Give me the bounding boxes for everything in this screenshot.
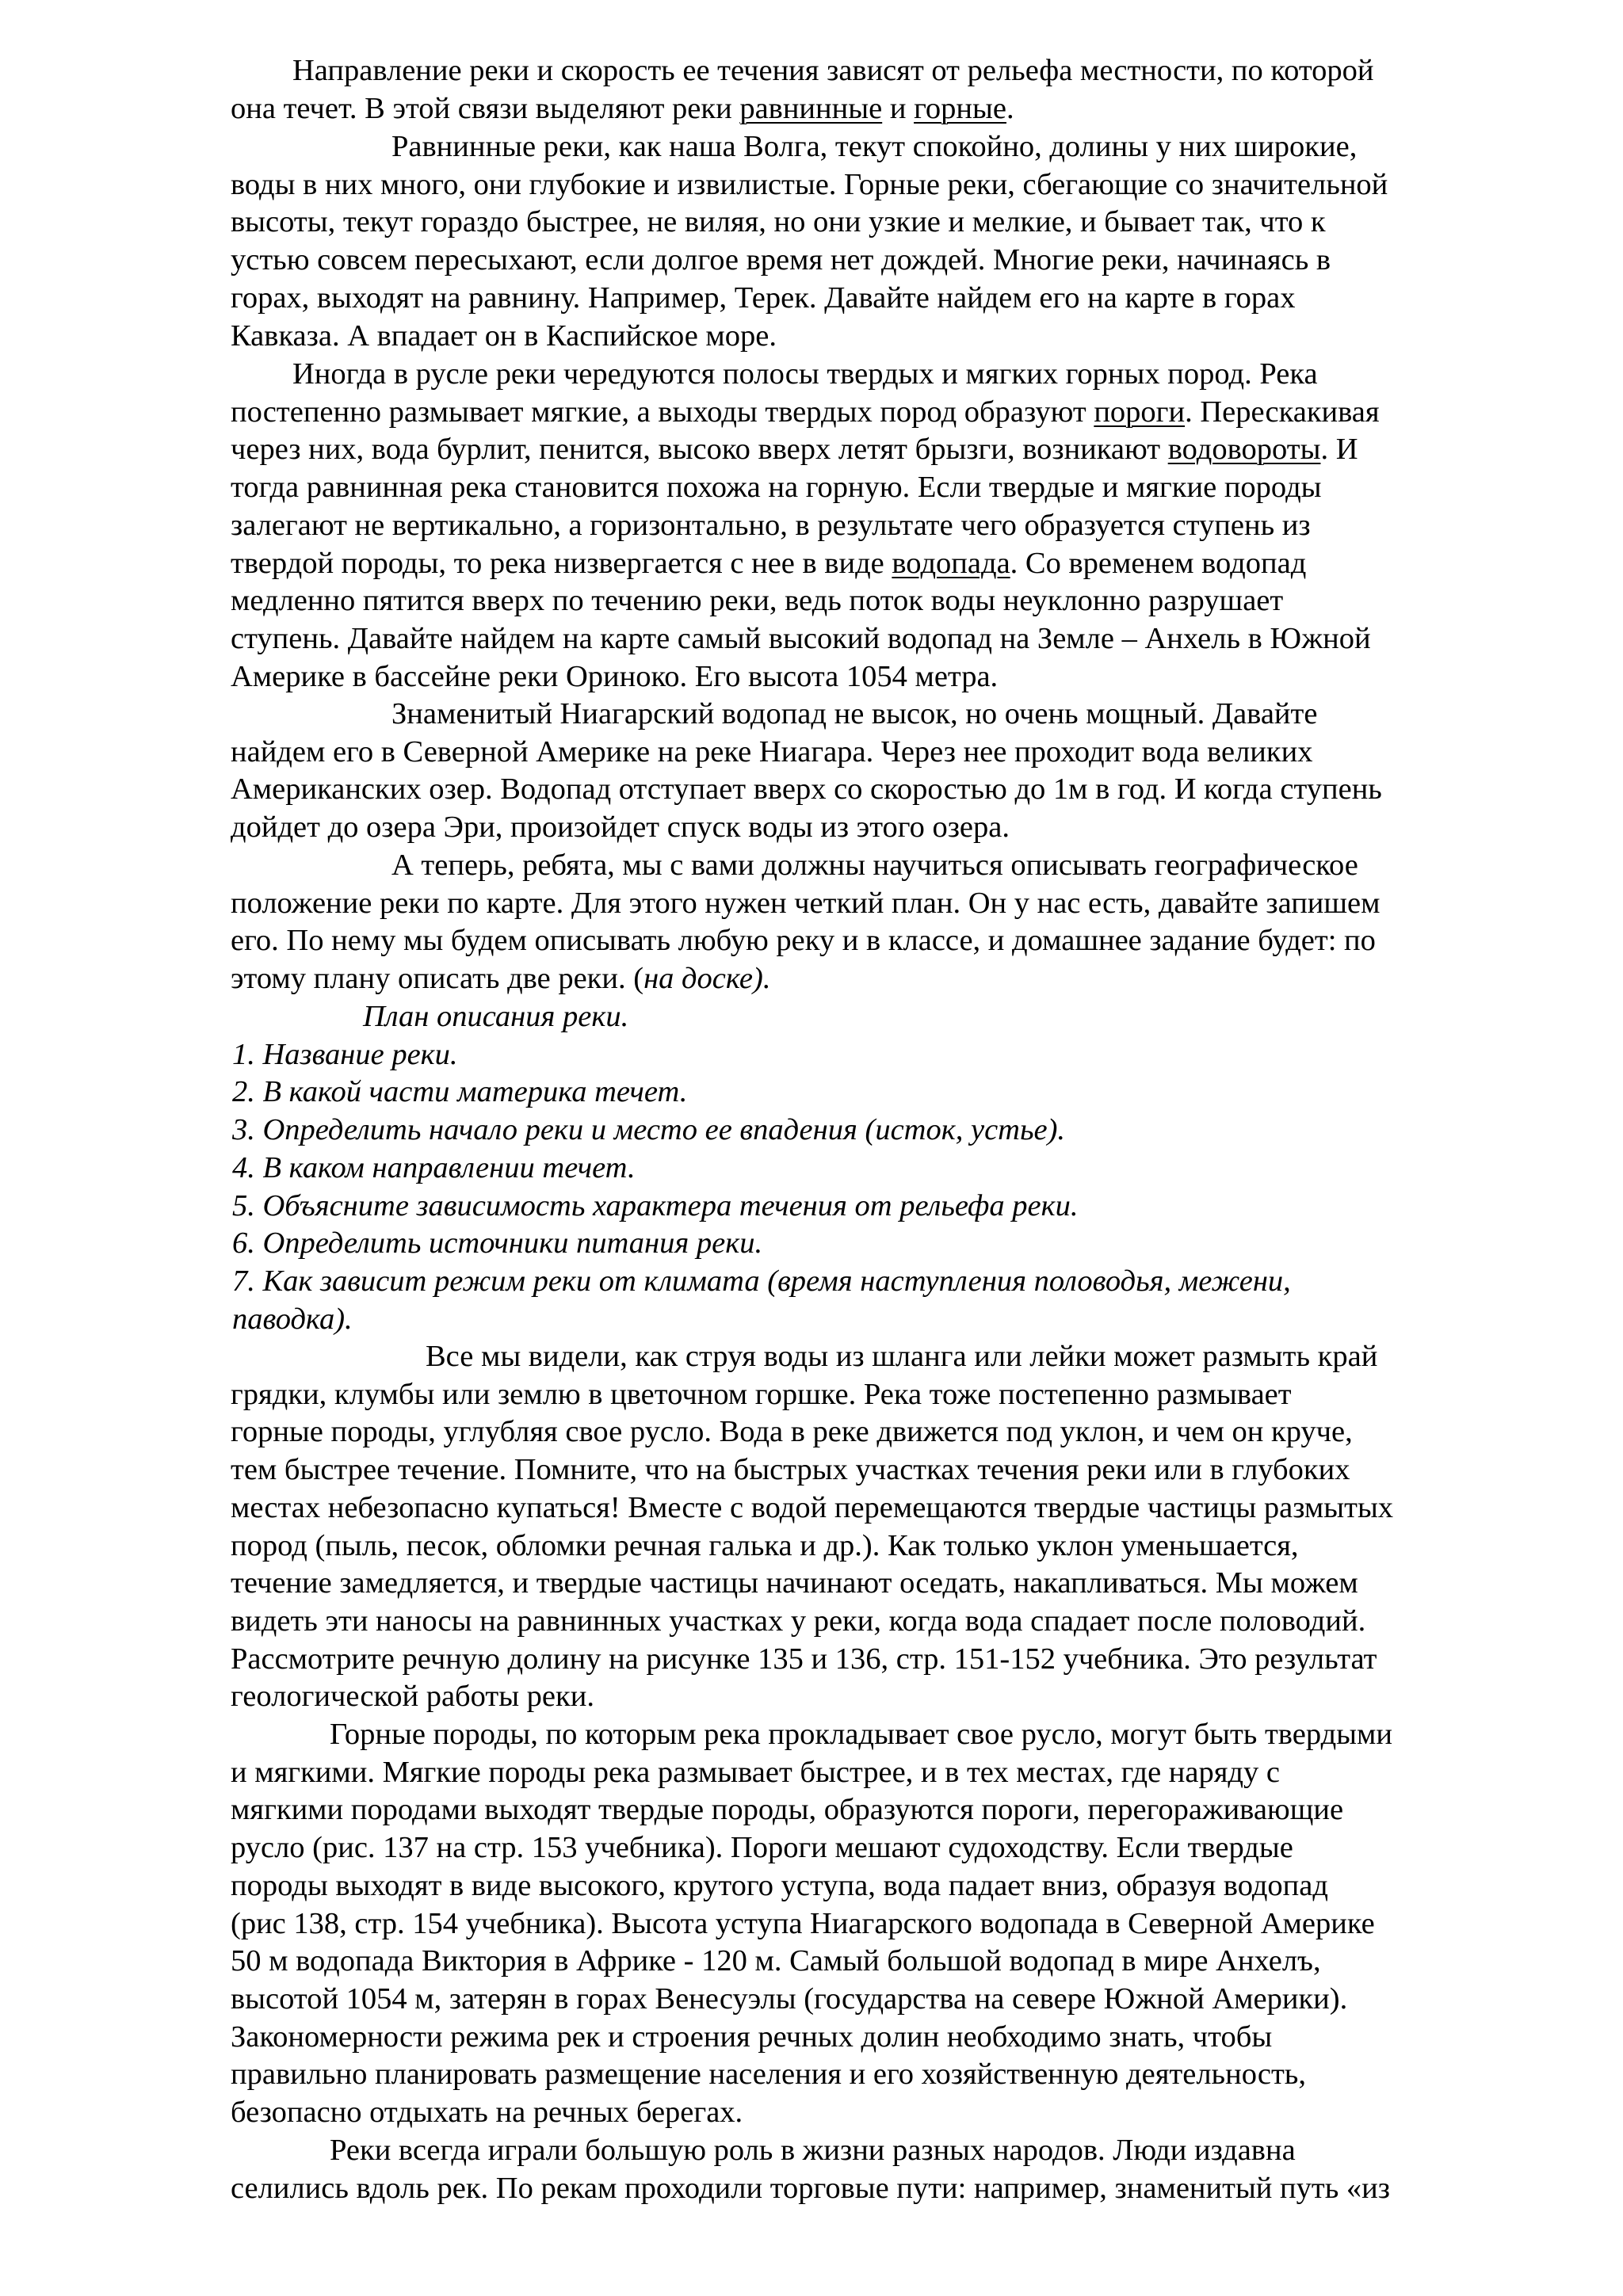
paragraph-rapids-waterfalls [231, 356, 1497, 696]
text-line: пород (пыль, песок, обломки речная галька и др.). Как только уклон уменьшается, [231, 1528, 1299, 1562]
text-run: . Перескакивая [1185, 395, 1380, 429]
text-line: залегают не вертикально, а горизонтально, в результате чего образуется ступень из [231, 508, 1311, 542]
plan-item-continuation: паводка). [232, 1302, 353, 1336]
plan-item: 3. Определить начало реки и место ее впадения (исток, устье). [232, 1113, 1066, 1147]
text-line [231, 431, 1497, 469]
text-line [231, 545, 1497, 583]
text-line: горные породы, углубляя свое русло. Вода в реке движется под уклон, и чем он круче, [231, 1415, 1353, 1449]
text-line: Все мы видели, как струя воды из шланга или лейки может размыть край [426, 1340, 1378, 1373]
text-line: грядки, клумбы или землю в цветочном горшке. Река тоже постепенно размывает [231, 1377, 1292, 1411]
text-line: Реки всегда играли большую роль в жизни разных народов. Люди издавна [330, 2134, 1296, 2167]
text-line: Американских озер. Водопад отступает вверх со скоростью до 1м в год. И когда ступень [231, 772, 1382, 807]
text-line: высотой 1054 м, затерян в горах Венесуэлы (государства на севере Южной Америки). [231, 1981, 1348, 2016]
text-line [231, 90, 1497, 128]
text-line: Равнинные реки, как наша Волга, текут спокойно, долины у них широкие, [391, 130, 1358, 163]
plan-item: 2. В какой части материка течет. [232, 1075, 688, 1109]
plan-item: 4. В каком направлении течет. [232, 1150, 636, 1184]
text-line: видеть эти наносы на равнинных участках у реки, когда вода спадает после половодий. [231, 1604, 1366, 1638]
paragraph-rocks [231, 1716, 1497, 2132]
text-line: (рис 138, стр. 154 учебника). Высота уступа Ниагарского водопада в Северной Америке [231, 1906, 1375, 1940]
text-line: ступень. Давайте найдем на карте самый высокий водопад на Земле – Анхель в Южной [231, 621, 1371, 655]
text-line: течение замедляется, и твердые частицы начинают оседать, накапливаться. Мы можем [231, 1566, 1358, 1600]
paragraph-description-plan-intro [231, 847, 1497, 998]
river-description-plan [232, 998, 1499, 1338]
plan-title: План описания реки. [363, 1000, 629, 1033]
term-rapids: пороги [1094, 395, 1186, 429]
paragraph-niagara [231, 696, 1497, 847]
text-line: тем быстрее течение. Помните, что на быстрых участках течения реки или в глубоких [231, 1453, 1350, 1487]
plan-item: 5. Объясните зависимость характера течения от рельефа реки. [232, 1188, 1079, 1222]
text-line: безопасно отдыхать на речных берегах. [231, 2096, 743, 2130]
text-line: Знаменитый Ниагарский водопад не высок, но очень мощный. Давайте [391, 697, 1318, 730]
plan-item: 7. Как зависит режим реки от климата (время наступления половодья, межени, [232, 1264, 1291, 1298]
text-line: Рассмотрите речную долину на рисунке 135 и 136, стр. 151-152 учебника. Это результат [231, 1642, 1377, 1676]
text-line: А теперь, ребята, мы с вами должны научиться описывать географическое [391, 849, 1358, 882]
text-run: постепенно размывает мягкие, а выходы твердых пород образуют [231, 395, 1094, 429]
text-line: местах небезопасно купаться! Вместе с водой перемещаются твердые частицы размытых [231, 1490, 1394, 1524]
text-line: высоты, текут гораздо быстрее, не виляя, но они узкие и мелкие, и бывает так, что к [231, 205, 1326, 239]
text-line: Закономерности режима рек и строения речных долин необходимо знать, чтобы [231, 2019, 1273, 2054]
text-run: этому плану описать две реки. ( [231, 962, 644, 996]
text-run: . И [1320, 433, 1358, 467]
text-line: и мягкими. Мягкие породы река размывает быстрее, и в тех местах, где наряду с [231, 1755, 1280, 1789]
text-run: твердой породы, то река низвергается с нее в виде [231, 546, 892, 580]
text-line: воды в них много, они глубокие и извилистые. Горные реки, сбегающие со значительной [231, 167, 1388, 201]
plan-item: 6. Определить источники питания реки. [232, 1226, 763, 1261]
text-line: 50 м водопада Виктория в Африке - 120 м. Самый большой водопад в мире Анхелъ, [231, 1944, 1321, 1978]
text-run: . [1006, 91, 1014, 125]
text-line: Иногда в русле реки чередуются полосы твердых и мягких горных пород. Река [292, 357, 1318, 391]
text-line [231, 960, 1497, 998]
paragraph-river-types [231, 52, 1497, 128]
text-line: породы выходят в виде высокого, крутого уступа, вода падает вниз, образуя водопад [231, 1868, 1328, 1902]
text-line: положение реки по карте. Для этого нужен четкий план. Он у нас есть, давайте запишем [231, 886, 1381, 920]
text-line: геологической работы реки. [231, 1680, 594, 1714]
term-waterfall: водопада [892, 546, 1010, 580]
text-run: и [882, 91, 915, 125]
text-line: Кавказа. А впадает он в Каспийское море. [231, 318, 777, 353]
text-line: найдем его в Северной Америке на реке Ниагара. Через нее проходит вода великих [231, 734, 1313, 769]
term-plain-rivers: равнинные [739, 91, 883, 125]
text-line [231, 394, 1497, 432]
paragraph-rivers-in-history [231, 2132, 1497, 2207]
plan-item: 1. Название реки. [232, 1037, 458, 1071]
text-line: Америке в бассейне реки Ориноко. Его высота 1054 метра. [231, 659, 999, 693]
text-line: горах, выходят на равнину. Например, Терек. Давайте найдем его на карте в горах [231, 280, 1296, 315]
text-run-italic: на доске). [643, 962, 771, 996]
paragraph-plain-rivers [231, 128, 1497, 355]
term-mountain-rivers: горные [914, 91, 1006, 125]
text-line: селились вдоль рек. По рекам проходили торговые пути: например, знаменитый путь «из [231, 2171, 1390, 2205]
text-line: его. По нему мы будем описывать любую реку и в классе, и домашнее задание будет: по [231, 924, 1376, 958]
text-line: мягкими породами выходят твердые породы, образуются пороги, перегораживающие [231, 1793, 1344, 1827]
text-line: дойдет до озера Эри, произойдет спуск воды из этого озера. [231, 810, 1010, 845]
text-line: правильно планировать размещение населения и его хозяйственную деятельность, [231, 2058, 1306, 2092]
text-line: устью совсем пересыхают, если долгое время нет дождей. Многие реки, начинаясь в [231, 243, 1331, 277]
term-whirlpools: водовороты [1167, 433, 1321, 467]
paragraph-erosion [231, 1338, 1497, 1716]
text-line: русло (рис. 137 на стр. 153 учебника). Пороги мешают судоходству. Если твердые [231, 1831, 1293, 1865]
text-run: она течет. В этой связи выделяют реки [231, 91, 740, 125]
text-line: медленно пятится вверх по течению реки, ведь поток воды неуклонно разрушает [231, 584, 1284, 618]
text-run: через них, вода бурлит, пенится, высоко вверх летят брызги, возникают [231, 433, 1168, 467]
text-run: . Со временем водопад [1010, 546, 1307, 580]
text-line: Горные породы, по которым река прокладывает свое русло, могут быть твердыми [330, 1718, 1393, 1751]
text-line: Направление реки и скорость ее течения зависят от рельефа местности, по которой [292, 54, 1374, 87]
text-line: тогда равнинная река становится похожа на горную. Если твердые и мягкие породы [231, 471, 1322, 505]
